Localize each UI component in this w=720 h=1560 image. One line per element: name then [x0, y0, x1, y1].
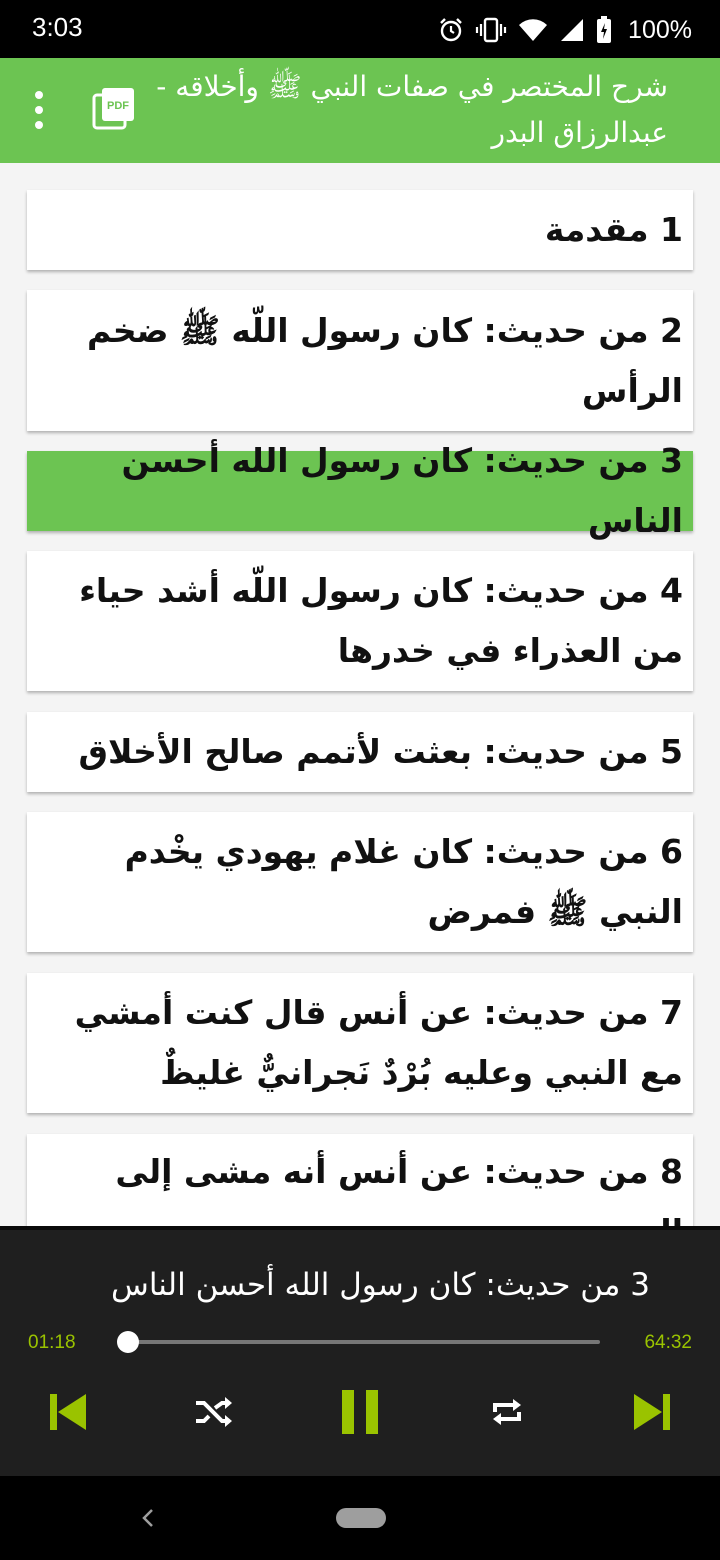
lesson-item[interactable]: [27, 812, 693, 952]
shuffle-button[interactable]: [182, 1384, 246, 1440]
shuffle-icon: [194, 1394, 234, 1430]
next-button[interactable]: [620, 1384, 684, 1440]
lesson-item[interactable]: [27, 290, 693, 431]
battery-percentage: 100%: [628, 15, 692, 44]
seek-bar[interactable]: [118, 1340, 600, 1344]
lesson-title: 5 من حديث: بعثت لأتمم صالح الأخلاق: [78, 732, 683, 771]
status-time: 3:03: [32, 12, 83, 42]
lesson-title: 4 من حديث: كان رسول اللّه أشد حياء من العذراء في خدرها: [79, 571, 683, 670]
lesson-item[interactable]: [27, 973, 693, 1113]
more-vert-icon: [35, 91, 43, 99]
battery-icon: [596, 16, 612, 44]
lesson-title: 7 من حديث: عن أنس قال كنت أمشي مع النبي وعليه بُرْدٌ نَجرانيٌّ غليظٌ: [74, 993, 683, 1092]
app-bar: [0, 58, 720, 163]
repeat-icon: [489, 1394, 525, 1430]
pause-icon: [338, 1388, 382, 1436]
skip-previous-icon: [46, 1390, 90, 1434]
lesson-item[interactable]: [27, 551, 693, 691]
skip-next-icon: [630, 1390, 674, 1434]
signal-icon: [560, 18, 584, 42]
current-time: 01:18: [28, 1332, 76, 1353]
more-options-button[interactable]: [20, 84, 58, 136]
lesson-title: 2 من حديث: كان رسول اللّه ﷺ ضخم الرأس: [86, 310, 683, 410]
wifi-icon: [518, 18, 548, 42]
repeat-button[interactable]: [475, 1384, 539, 1440]
pause-button[interactable]: [328, 1384, 392, 1440]
lesson-item[interactable]: [27, 441, 693, 540]
lesson-item[interactable]: [27, 712, 693, 792]
svg-text:PDF: PDF: [107, 100, 129, 112]
lesson-title: 1 مقدمة: [544, 210, 683, 249]
previous-button[interactable]: [36, 1384, 100, 1440]
status-bar: [0, 0, 720, 58]
home-pill[interactable]: [336, 1508, 386, 1528]
lesson-list[interactable]: [0, 163, 720, 1206]
vibrate-icon: [476, 17, 506, 43]
now-playing-title: 3 من حديث: كان رسول الله أحسن الناس: [111, 1267, 650, 1303]
lesson-item[interactable]: [27, 190, 693, 270]
system-nav-bar: [0, 1476, 720, 1560]
app-title: شرح المختصر في صفات النبي ﷺ وأخلاقه - عبدالرزاق البدر: [156, 70, 668, 149]
audio-player: [0, 1226, 720, 1476]
alarm-icon: [438, 17, 464, 43]
lesson-title: 6 من حديث: كان غلام يهودي يخْدم النبي ﷺ فمرض: [124, 832, 683, 931]
seek-thumb[interactable]: [117, 1331, 139, 1353]
back-icon[interactable]: [138, 1502, 158, 1534]
lesson-title: 3 من حديث: كان رسول الله أحسن الناس: [121, 441, 683, 540]
status-icons: [438, 10, 692, 50]
total-time: 64:32: [644, 1332, 692, 1353]
lesson-title: 8 من حديث: عن أنس أنه مشى إلى: [115, 1152, 683, 1191]
